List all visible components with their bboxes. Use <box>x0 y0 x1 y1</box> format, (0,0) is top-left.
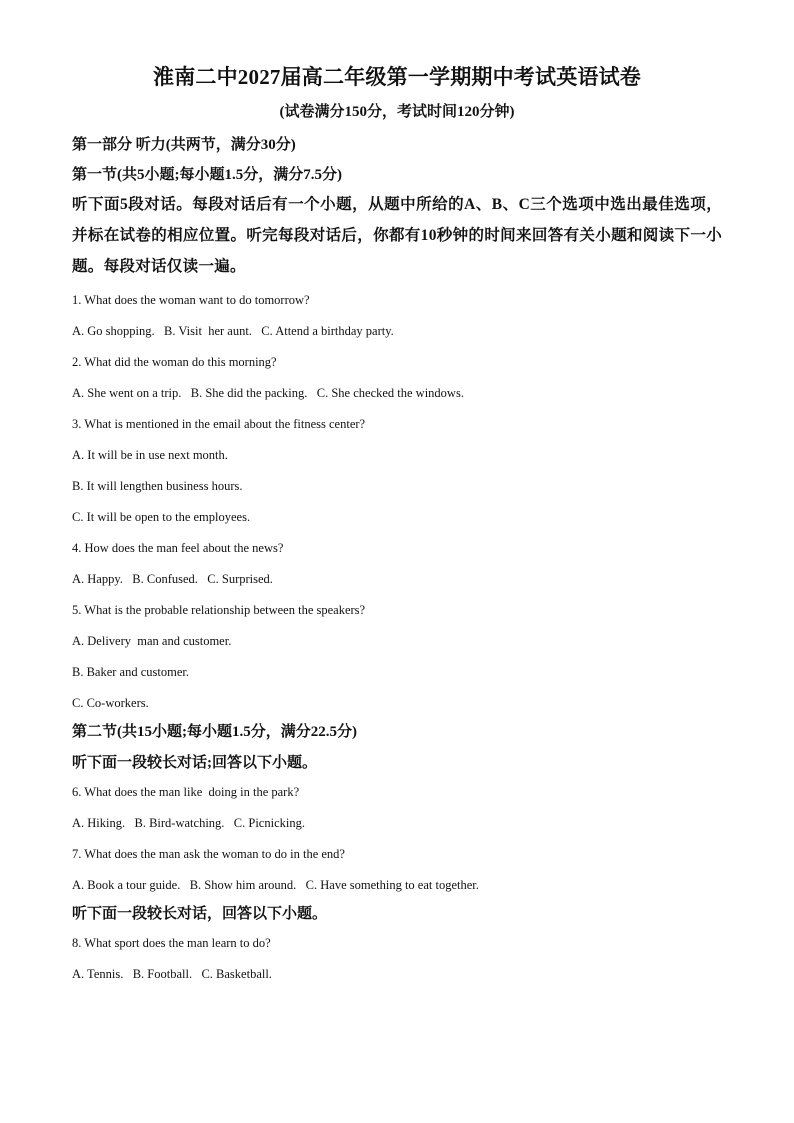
question-3-option-c: C. It will be open to the employees. <box>72 510 251 524</box>
part-one-heading: 第一部分 听力(共两节，满分30分) <box>72 137 296 153</box>
question-4: 4. How does the man feel about the news? <box>72 541 284 555</box>
listening-instructions: 听下面5段对话。每段对话后有一个小题，从题中所给的A、B、C三个选项中选出最佳选项，并标在试卷的相应位置。听完每段对话后，你都有10秒钟的时间来回答有关小题和阅读下一小题。每段对话仅读一遍。 <box>72 196 722 275</box>
section-one-heading: 第一节(共5小题;每小题1.5分，满分7.5分) <box>72 167 342 183</box>
question-3-option-b: B. It will lengthen business hours. <box>72 479 243 493</box>
question-8-options: A. Tennis. B. Football. C. Basketball. <box>72 967 272 981</box>
question-7: 7. What does the man ask the woman to do in the end? <box>72 847 345 861</box>
question-3-option-a: A. It will be in use next month. <box>72 448 228 462</box>
question-6: 6. What does the man like doing in the park? <box>72 785 300 799</box>
question-7-options: A. Book a tour guide. B. Show him around. C. Have something to eat together. <box>72 878 479 892</box>
question-1: 1. What does the woman want to do tomorrow? <box>72 293 310 307</box>
question-3: 3. What is mentioned in the email about the fitness center? <box>72 417 366 431</box>
question-5: 5. What is the probable relationship between the speakers? <box>72 603 366 617</box>
exam-title: 淮南二中2027届高二年级第一学期期中考试英语试卷 <box>153 65 641 89</box>
question-4-options: A. Happy. B. Confused. C. Surprised. <box>72 572 273 586</box>
question-2: 2. What did the woman do this morning? <box>72 355 277 369</box>
question-2-options: A. She went on a trip. B. She did the packing. C. She checked the windows. <box>72 386 464 400</box>
exam-subtitle: (试卷满分150分，考试时间120分钟) <box>279 104 515 120</box>
question-8: 8. What sport does the man learn to do? <box>72 936 271 950</box>
question-1-options: A. Go shopping. B. Visit her aunt. C. Attend a birthday party. <box>72 324 394 338</box>
dialog-2-instructions: 听下面一段较长对话，回答以下小题。 <box>72 906 328 922</box>
section-two-heading: 第二节(共15小题;每小题1.5分，满分22.5分) <box>72 724 357 740</box>
question-5-option-c: C. Co-workers. <box>72 696 149 710</box>
question-6-options: A. Hiking. B. Bird-watching. C. Picnicking. <box>72 816 305 830</box>
question-5-option-b: B. Baker and customer. <box>72 665 189 679</box>
dialog-1-instructions: 听下面一段较长对话;回答以下小题。 <box>72 755 317 771</box>
exam-page <box>72 62 722 982</box>
question-5-option-a: A. Delivery man and customer. <box>72 634 232 648</box>
